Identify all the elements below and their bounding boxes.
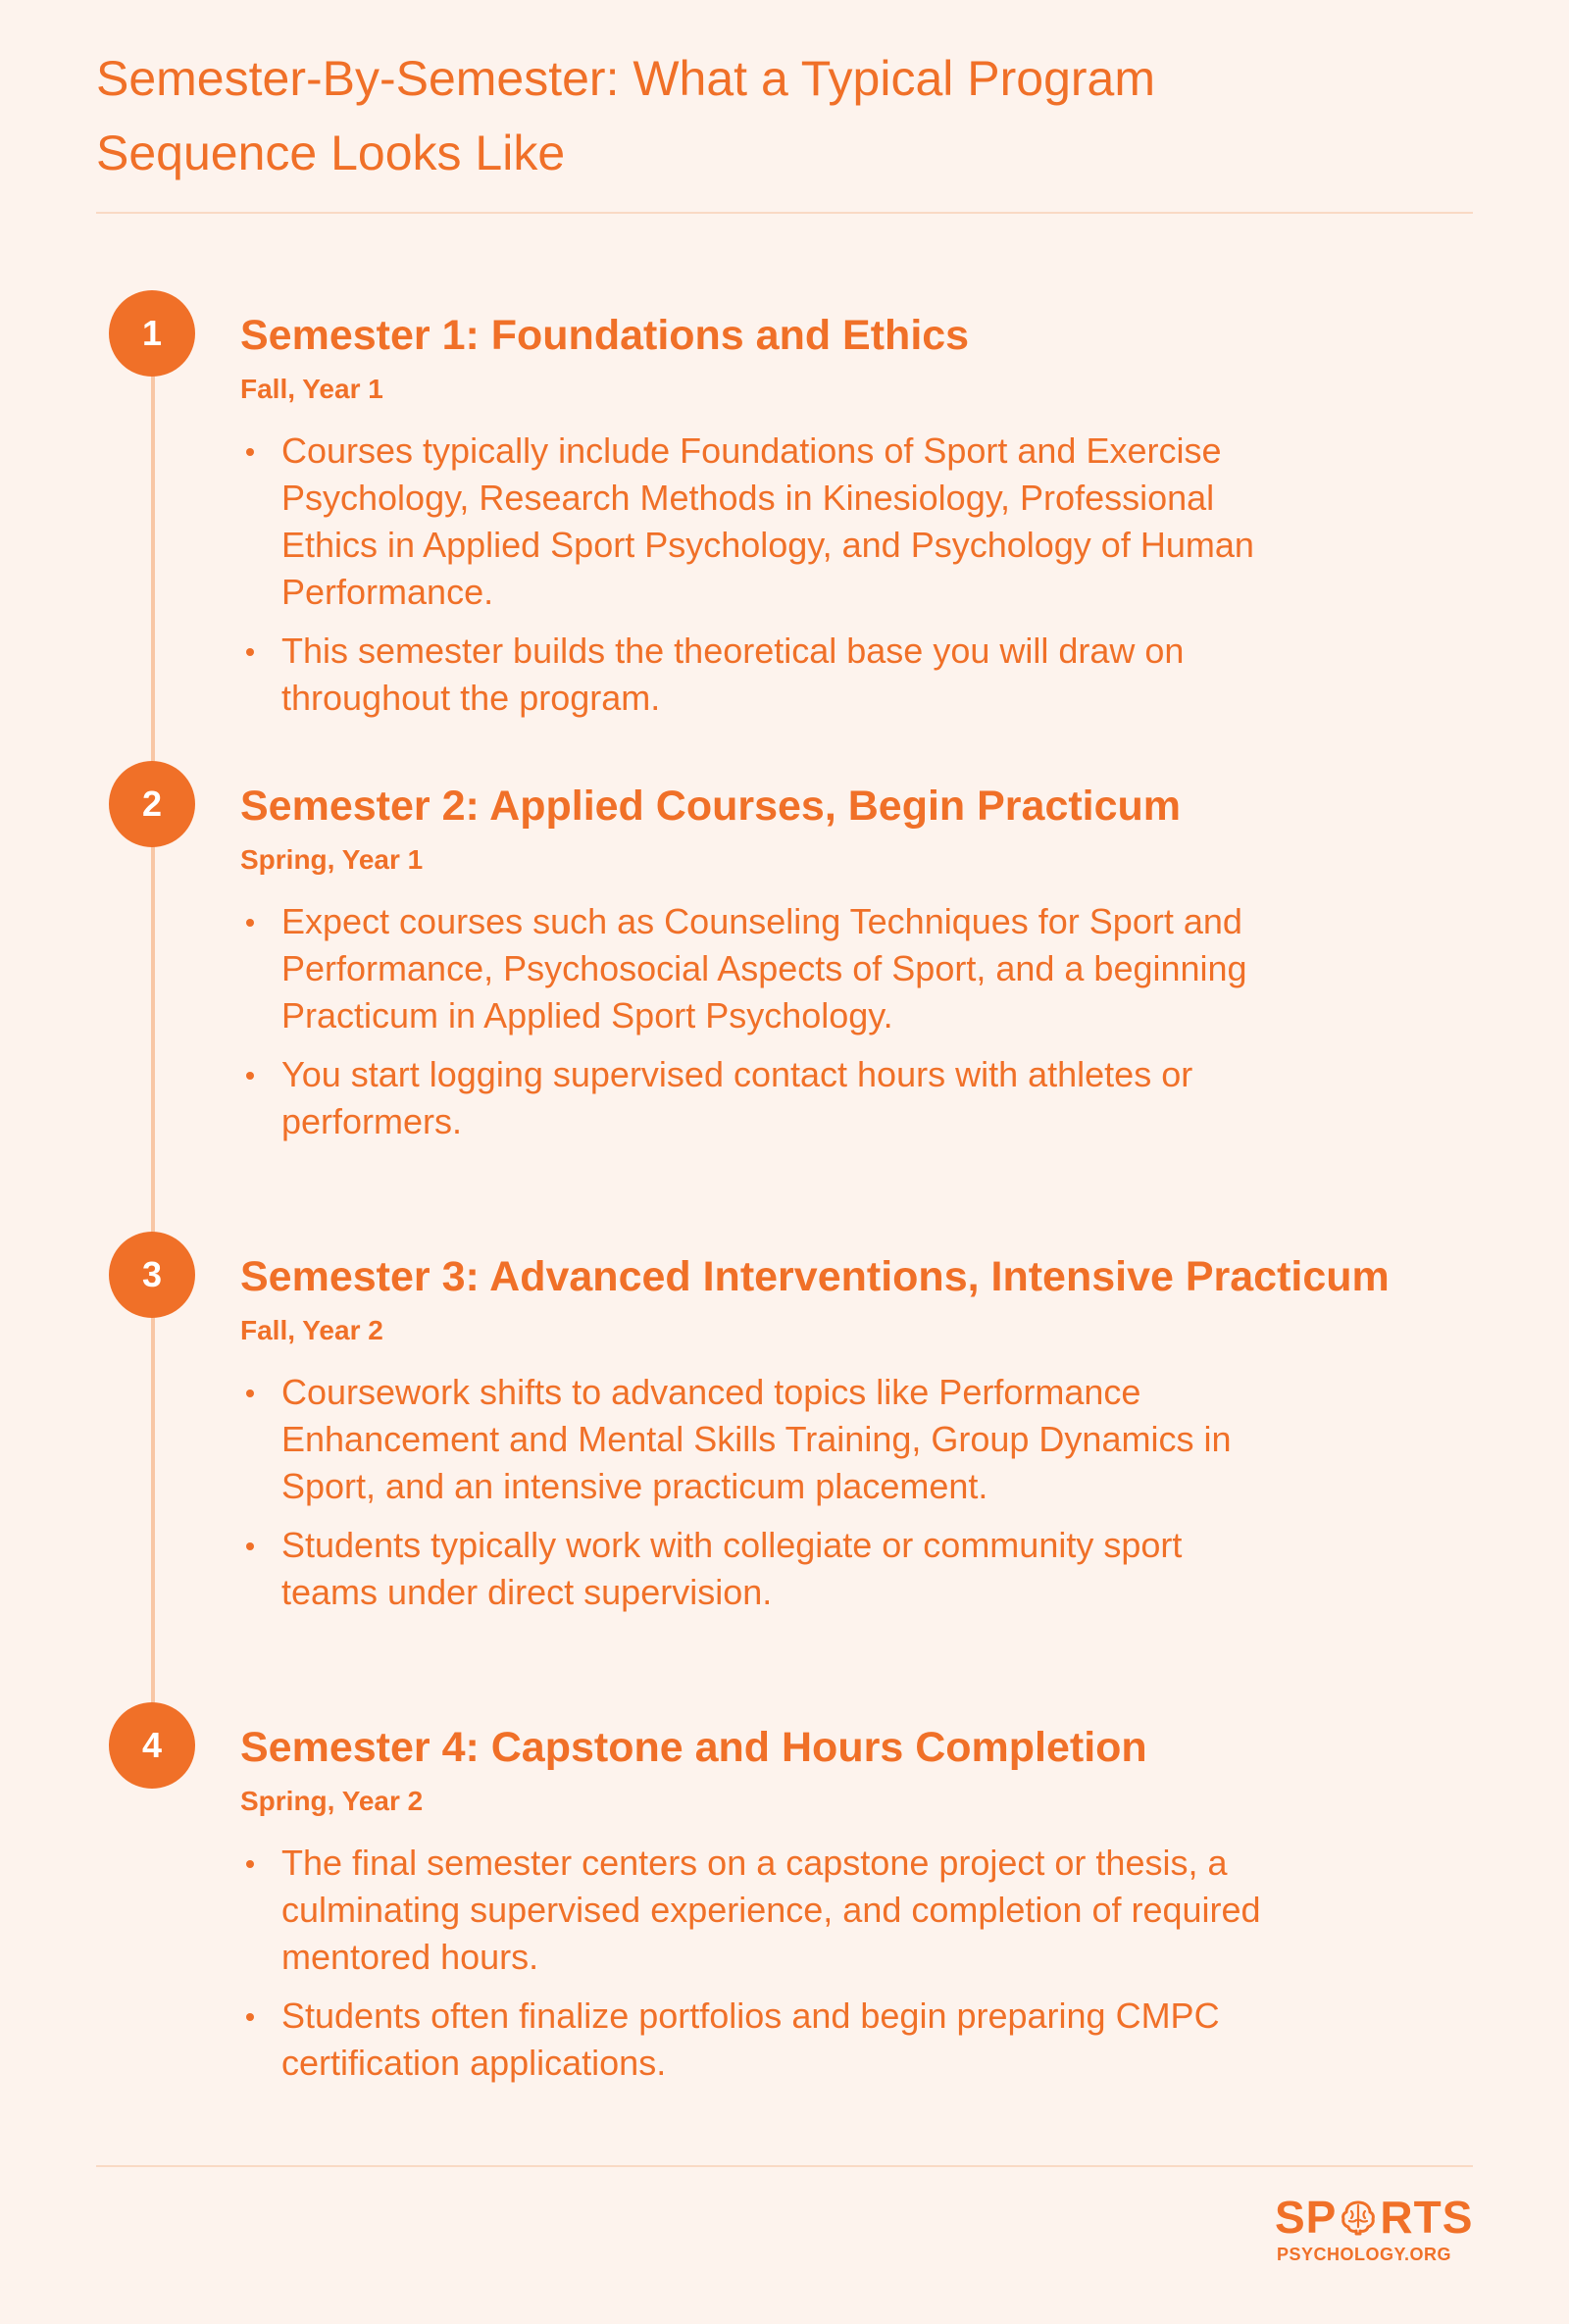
list-item: Coursework shifts to advanced topics like Performance Enhancement and Mental Skills Training, Group Dynamics in Sport, and an intensive practicum placement. xyxy=(240,1369,1270,1510)
brain-icon xyxy=(1339,2198,1378,2237)
step-title: Semester 3: Advanced Interventions, Intensive Practicum xyxy=(240,1253,1390,1300)
step-title: Semester 1: Foundations and Ethics xyxy=(240,312,970,359)
step-number-badge: 1 xyxy=(109,290,195,377)
step-number-badge: 4 xyxy=(109,1702,195,1789)
step-term: Spring, Year 2 xyxy=(240,1786,424,1816)
step-bullet-list xyxy=(240,898,1270,1157)
step-number-badge: 3 xyxy=(109,1232,195,1318)
sportspsychology-logo xyxy=(1275,2192,1474,2271)
timeline-line xyxy=(151,333,155,1755)
list-item: The final semester centers on a capstone project or thesis, a culminating supervised experience, and completion of required mentored hours. xyxy=(240,1840,1270,1981)
step-number-badge: 2 xyxy=(109,761,195,847)
step-term: Fall, Year 1 xyxy=(240,374,383,404)
step-term: Spring, Year 1 xyxy=(240,844,424,875)
logo-text-left: SP xyxy=(1275,2192,1338,2243)
step-bullet-list xyxy=(240,1840,1270,2098)
list-item: You start logging supervised contact hours with athletes or performers. xyxy=(240,1051,1270,1145)
logo-wordmark xyxy=(1275,2193,1473,2242)
step-term: Fall, Year 2 xyxy=(240,1315,383,1345)
step-bullet-list xyxy=(240,1369,1270,1628)
page-title: Semester-By-Semester: What a Typical Program Sequence Looks Like xyxy=(96,51,1155,180)
list-item: Students often finalize portfolios and begin preparing CMPC certification applications. xyxy=(240,1993,1270,2087)
list-item: Courses typically include Foundations of Sport and Exercise Psychology, Research Methods in Kinesiology, Professional Ethics in Applied Sport Psychology, and Psychology of Human Performance. xyxy=(240,428,1270,616)
logo-text-right: RTS xyxy=(1380,2192,1474,2243)
list-item: Students typically work with collegiate or community sport teams under direct supervision. xyxy=(240,1522,1270,1616)
list-item: This semester builds the theoretical base you will draw on throughout the program. xyxy=(240,628,1270,722)
bottom-divider xyxy=(96,2165,1473,2167)
top-divider xyxy=(96,212,1473,214)
logo-tagline: PSYCHOLOGY.ORG xyxy=(1277,2245,1452,2264)
step-bullet-list xyxy=(240,428,1270,733)
step-title: Semester 2: Applied Courses, Begin Practicum xyxy=(240,783,1182,830)
step-title: Semester 4: Capstone and Hours Completion xyxy=(240,1724,1147,1771)
list-item: Expect courses such as Counseling Techniques for Sport and Performance, Psychosocial Aspects of Sport, and a beginning Practicum in Applied Sport Psychology. xyxy=(240,898,1270,1039)
